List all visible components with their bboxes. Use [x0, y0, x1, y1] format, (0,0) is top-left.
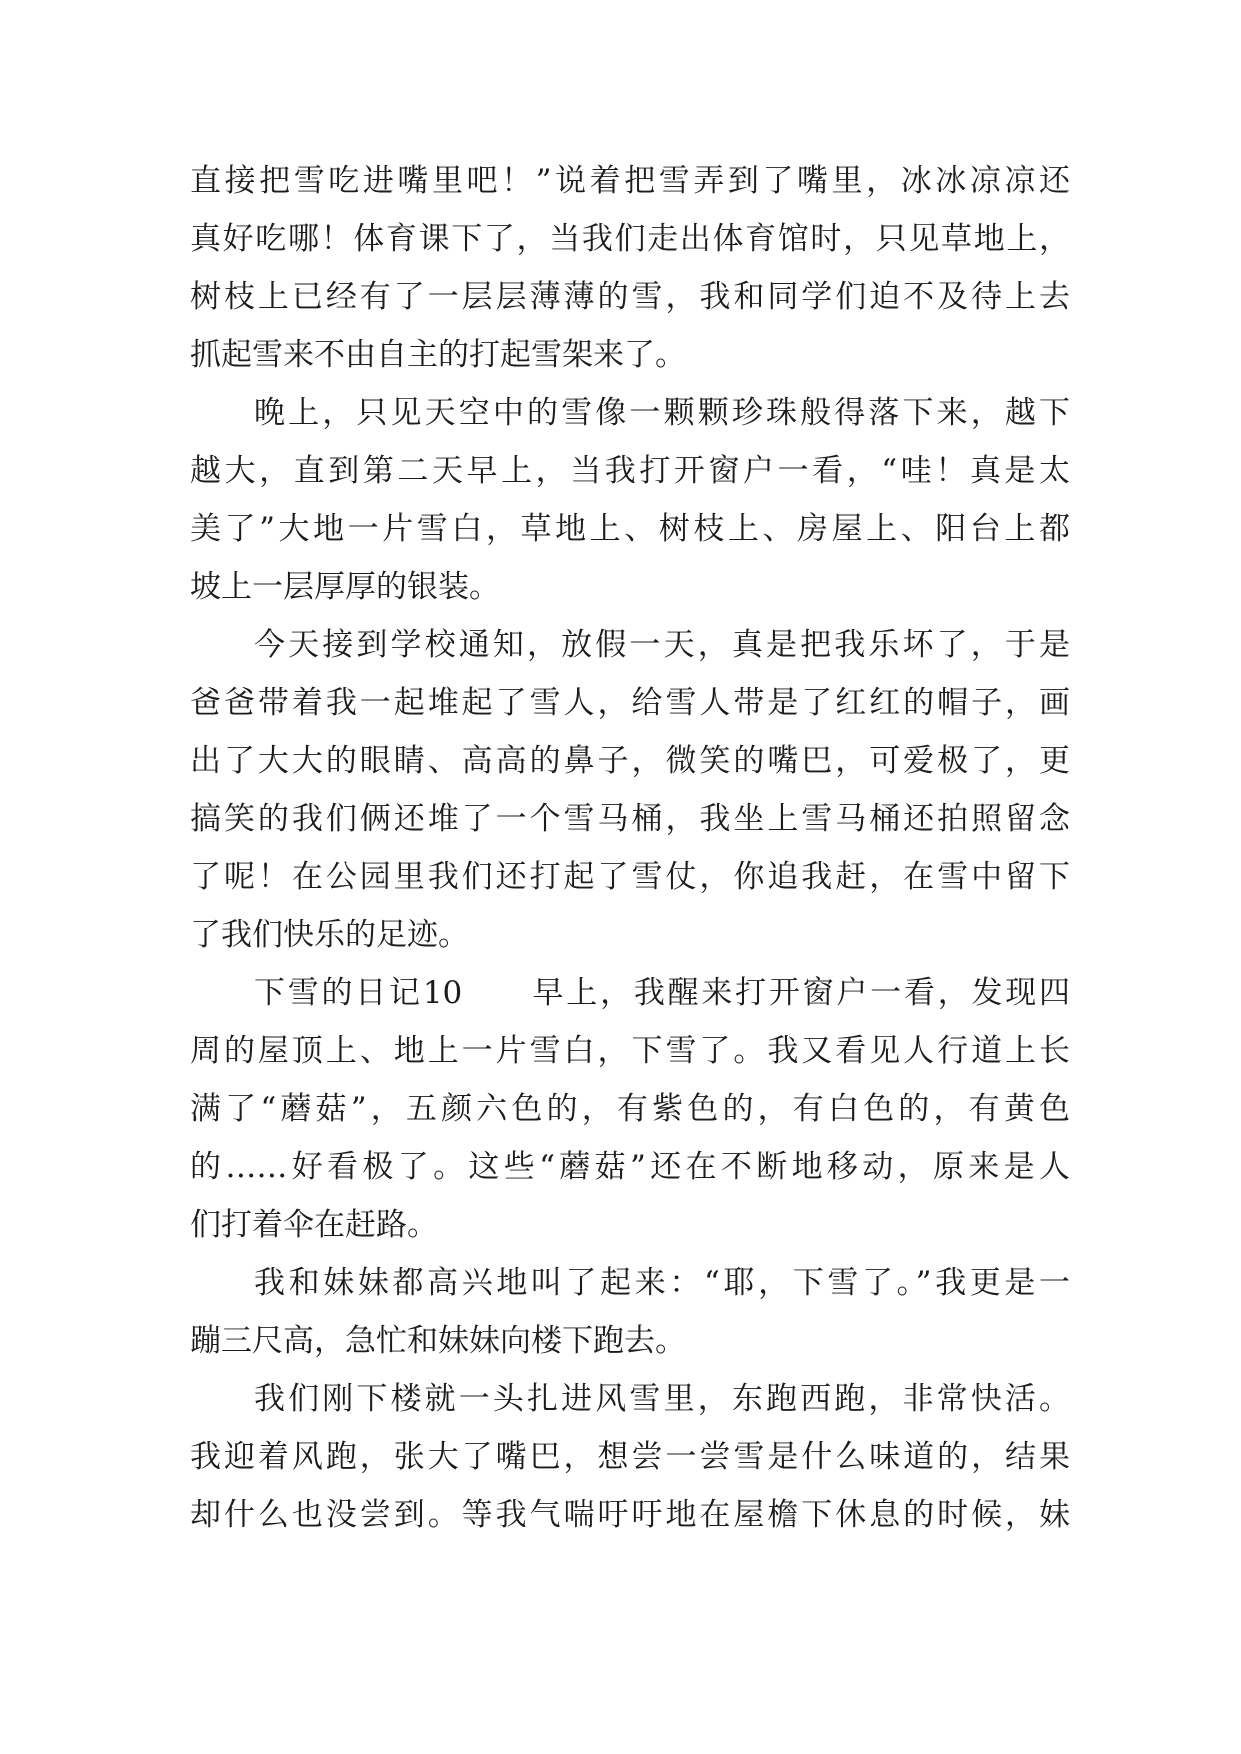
- text-line: 们打着伞在赶路。: [190, 1207, 438, 1243]
- text-line: 了呢！在公园里我们还打起了雪仗，你追我赶，在雪中留下: [190, 859, 1070, 895]
- document-body: [190, 152, 1070, 1544]
- paragraph-first-line: 今天接到学校通知，放假一天，真是把我乐坏了，于是: [254, 627, 1070, 663]
- text-line: 满了“蘑菇”，五颜六色的，有紫色的，有白色的，有黄色: [190, 1091, 1070, 1127]
- text-line: 出了大大的眼睛、高高的鼻子，微笑的嘴巴，可爱极了，更: [190, 743, 1070, 779]
- text-line: 蹦三尺高，急忙和妹妹向楼下跑去。: [190, 1323, 686, 1359]
- text-line: 了我们快乐的足迹。: [190, 917, 469, 953]
- text-line: 越大，直到第二天早上，当我打开窗户一看，“哇！真是太: [190, 453, 1070, 489]
- text-line: 抓起雪来不由自主的打起雪架来了。: [190, 337, 686, 373]
- text-line: 树枝上已经有了一层层薄薄的雪，我和同学们迫不及待上去: [190, 279, 1070, 315]
- paragraph-first-line: 下雪的日记10 早上，我醒来打开窗户一看，发现四: [254, 975, 1070, 1011]
- paragraph-first-line: 我和妹妹都高兴地叫了起来：“耶，下雪了。”我更是一: [254, 1265, 1070, 1301]
- text-line: 真好吃哪！体育课下了，当我们走出体育馆时，只见草地上，: [190, 221, 1070, 257]
- text-line: 坡上一层厚厚的银装。: [190, 569, 500, 605]
- text-line: 搞笑的我们俩还堆了一个雪马桶，我坐上雪马桶还拍照留念: [190, 801, 1070, 837]
- text-line: 美了”大地一片雪白，草地上、树枝上、房屋上、阳台上都: [190, 511, 1070, 547]
- text-line: 的……好看极了。这些“蘑菇”还在不断地移动，原来是人: [190, 1149, 1070, 1185]
- text-line: 直接把雪吃进嘴里吧！”说着把雪弄到了嘴里，冰冰凉凉还: [190, 163, 1070, 199]
- text-line: 爸爸带着我一起堆起了雪人，给雪人带是了红红的帽子，画: [190, 685, 1070, 721]
- text-line: 周的屋顶上、地上一片雪白，下雪了。我又看见人行道上长: [190, 1033, 1070, 1069]
- text-line: 却什么也没尝到。等我气喘吁吁地在屋檐下休息的时候，妹: [190, 1497, 1070, 1533]
- paragraph-first-line: 我们刚下楼就一头扎进风雪里，东跑西跑，非常快活。: [254, 1381, 1070, 1417]
- text-line: 我迎着风跑，张大了嘴巴，想尝一尝雪是什么味道的，结果: [190, 1439, 1070, 1475]
- paragraph-first-line: 晚上，只见天空中的雪像一颗颗珍珠般得落下来，越下: [254, 395, 1070, 431]
